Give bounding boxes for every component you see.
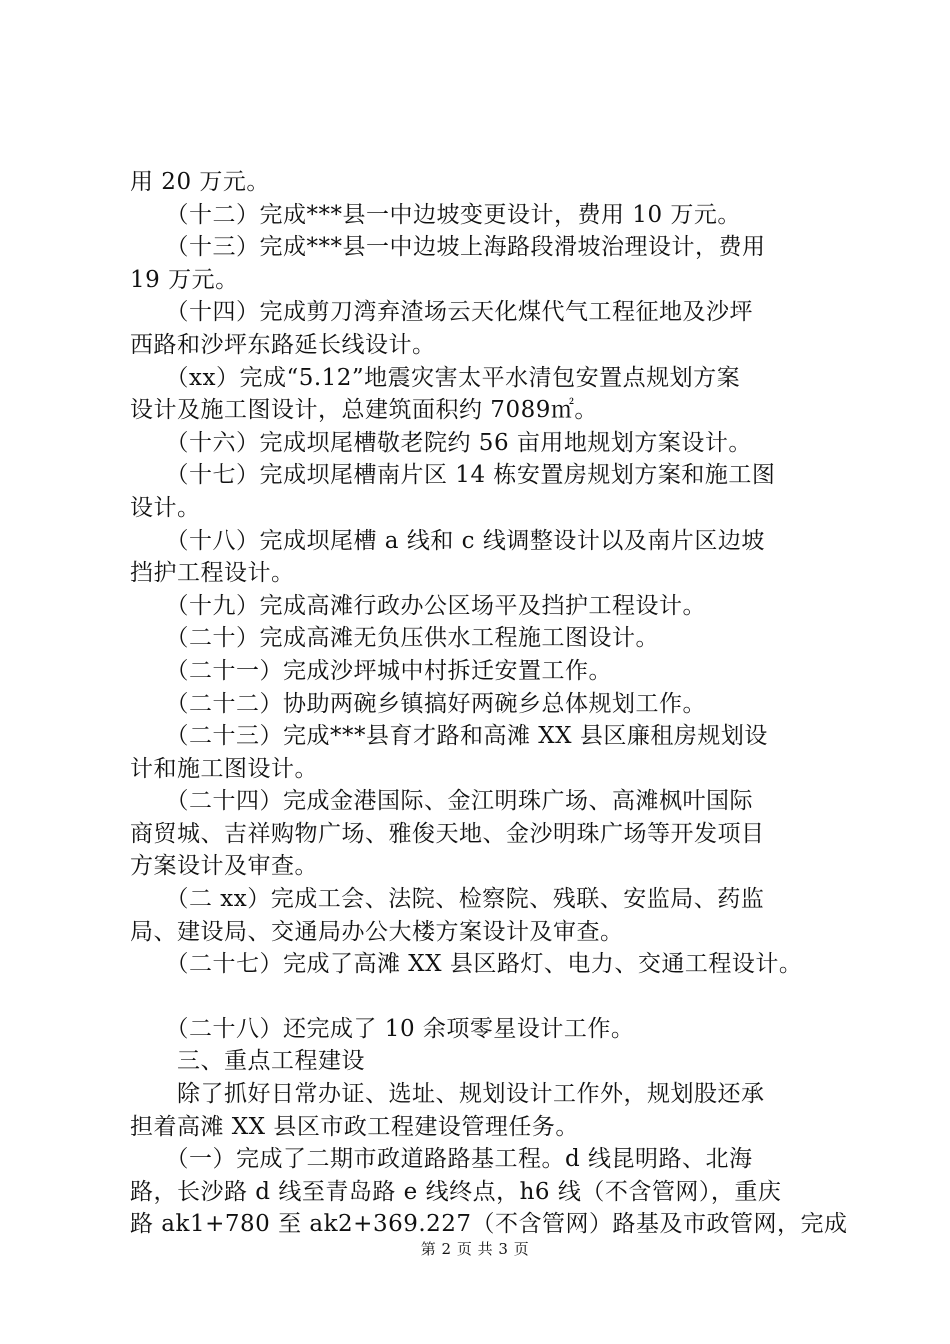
text-line: （二十八）还完成了 10 余项零星设计工作。	[130, 1015, 635, 1042]
text-line: （一）完成了二期市政道路路基工程。d 线昆明路、北海	[130, 1146, 753, 1173]
text-line: 除了抓好日常办证、选址、规划设计工作外，规划股还承	[130, 1081, 765, 1108]
text-line: 用 20 万元。	[130, 169, 270, 195]
text-line: 西路和沙坪东路延长线设计。	[130, 331, 436, 358]
text-line: 路，长沙路 d 线至青岛路 e 线终点，h6 线（不含管网），重庆	[130, 1178, 782, 1205]
text-line: 计和施工图设计。	[130, 755, 318, 782]
page-footer: 第 2 页 共 3 页	[420, 1240, 530, 1258]
text-line: 方案设计及审查。	[130, 853, 318, 880]
text-line: 担着高滩 XX 县区市政工程建设管理任务。	[130, 1113, 579, 1140]
text-line: （十九）完成高滩行政办公区场平及挡护工程设计。	[130, 592, 706, 619]
text-line: 路 ak1+780 至 ak2+369.227（不含管网）路基及市政管网，完成	[130, 1211, 848, 1238]
text-line: （十二）完成***县一中边坡变更设计，费用 10 万元。	[130, 201, 741, 228]
text-line: 设计。	[130, 494, 201, 521]
text-line: （二十三）完成***县育才路和高滩 XX 县区廉租房规划设	[130, 723, 768, 750]
text-line: （二十二）协助两碗乡镇搞好两碗乡总体规划工作。	[130, 690, 706, 717]
text-line: 设计及施工图设计，总建筑面积约 7089㎡。	[130, 397, 598, 424]
text-line: 局、建设局、交通局办公大楼方案设计及审查。	[130, 918, 624, 945]
text-line: （十八）完成坝尾槽 a 线和 c 线调整设计以及南片区边坡	[130, 527, 765, 554]
paragraph-gap	[130, 981, 920, 1013]
text-line: （十四）完成剪刀湾弃渣场云天化煤代气工程征地及沙坪	[130, 299, 753, 326]
text-line: （二十一）完成沙坪城中村拆迁安置工作。	[130, 657, 612, 684]
text-line: （十三）完成***县一中边坡上海路段滑坡治理设计，费用	[130, 234, 766, 261]
text-line: （二十七）完成了高滩 XX 县区路灯、电力、交通工程设计。	[130, 951, 803, 978]
text-line: 挡护工程设计。	[130, 560, 295, 587]
text-line: （十六）完成坝尾槽敬老院约 56 亩用地规划方案设计。	[130, 429, 752, 456]
text-line: （二十四）完成金港国际、金江明珠广场、高滩枫叶国际	[130, 788, 753, 815]
text-line: （十七）完成坝尾槽南片区 14 栋安置房规划方案和施工图	[130, 462, 776, 489]
text-line: （二 xx）完成工会、法院、检察院、残联、安监局、药监	[130, 886, 765, 913]
text-line: （二十）完成高滩无负压供水工程施工图设计。	[130, 625, 659, 652]
text-line: 商贸城、吉祥购物广场、雅俊天地、金沙明珠广场等开发项目	[130, 820, 765, 847]
document-body	[130, 166, 920, 1241]
section-heading: 三、重点工程建设	[130, 1048, 365, 1075]
text-line: 19 万元。	[130, 266, 239, 293]
text-line: （xx）完成“5.12”地震灾害太平水清包安置点规划方案	[130, 364, 741, 391]
